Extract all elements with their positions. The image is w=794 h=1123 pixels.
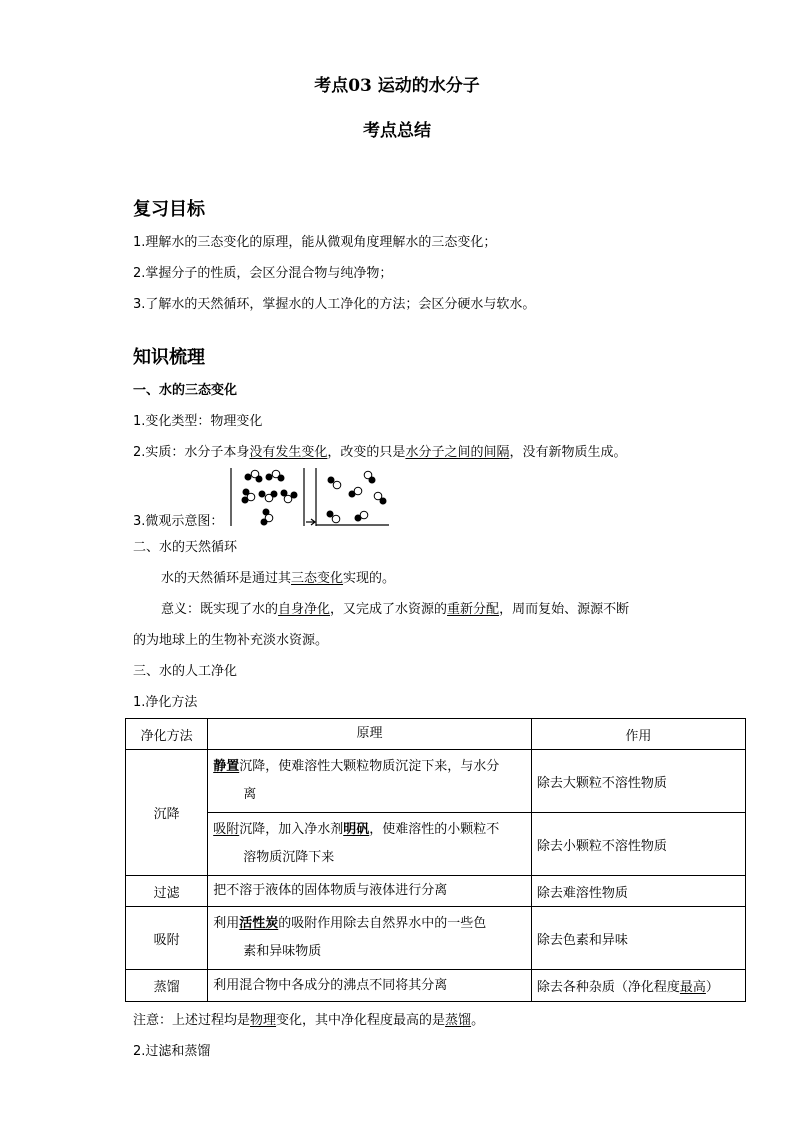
review-item-1: 1.理解水的三态变化的原理，能从微观角度理解水的三态变化； bbox=[133, 235, 497, 250]
purification-table bbox=[125, 718, 746, 1002]
effect-filter: 除去难溶性物质 bbox=[531, 876, 745, 907]
principle-adsorb bbox=[208, 907, 532, 970]
review-heading: 复习目标 bbox=[133, 199, 205, 220]
diagram-label: 3.微观示意图： bbox=[133, 514, 224, 529]
page-title: 考点03 运动的水分子 bbox=[314, 76, 480, 96]
note-underline-1: 物理 bbox=[250, 1013, 277, 1028]
note-text-e: 。 bbox=[471, 1013, 485, 1028]
cycle-line-1 bbox=[161, 570, 395, 588]
method-sediment: 沉降 bbox=[126, 750, 208, 876]
note-underline-2: 蒸馏 bbox=[445, 1013, 472, 1028]
header-principle: 原理 bbox=[208, 719, 532, 750]
table-row bbox=[126, 876, 746, 907]
principle-carbon-text-c: 的吸附作用除去自然界水中的一些色 bbox=[278, 916, 487, 931]
table-header-row bbox=[126, 719, 746, 750]
meaning-underline-2: 重新分配 bbox=[447, 602, 500, 617]
principle-carbon-text-d: 素和异味物质 bbox=[243, 944, 322, 959]
section-3-title: 三、水的人工净化 bbox=[133, 664, 238, 679]
note-text-a: 注意：上述过程均是 bbox=[133, 1013, 251, 1028]
effect-distill-keyword: 最高 bbox=[679, 980, 706, 995]
header-method: 净化方法 bbox=[126, 719, 208, 750]
method-distill: 蒸馏 bbox=[126, 970, 208, 1002]
principle-static-sediment bbox=[208, 750, 532, 813]
principle-carbon-text-a: 利用 bbox=[213, 916, 240, 931]
table-row bbox=[126, 970, 746, 1002]
table-row bbox=[126, 750, 746, 813]
method-adsorb: 吸附 bbox=[126, 907, 208, 970]
note-line bbox=[133, 1012, 484, 1030]
table-row bbox=[126, 907, 746, 970]
essence-line bbox=[133, 444, 626, 462]
essence-underline-1: 没有发生变化 bbox=[249, 445, 328, 460]
review-item-3: 3.了解水的天然循环，掌握水的人工净化的方法；会区分硬水与软水。 bbox=[133, 297, 536, 312]
cycle-text-c: 实现的。 bbox=[343, 571, 396, 586]
principle-adsorb-text-2: ，使难溶性的小颗粒不 bbox=[369, 822, 500, 837]
essence-text-a: 2.实质：水分子本身 bbox=[133, 445, 250, 460]
section-2-title: 二、水的天然循环 bbox=[133, 540, 238, 555]
meaning-text-e: ，周而复始、源源不断 bbox=[499, 602, 630, 617]
meaning-underline-1: 自身净化 bbox=[278, 602, 331, 617]
principle-alum-keyword: 明矾 bbox=[343, 822, 370, 837]
effect-distill bbox=[531, 970, 745, 1002]
method-filter: 过滤 bbox=[126, 876, 208, 907]
knowledge-heading: 知识梳理 bbox=[133, 347, 205, 368]
cycle-underline: 三态变化 bbox=[291, 571, 344, 586]
molecule-diagram bbox=[226, 466, 394, 528]
principle-static-keyword: 静置 bbox=[213, 759, 240, 774]
principle-distill: 利用混合物中各成分的沸点不同将其分离 bbox=[208, 970, 532, 1002]
change-type-value: 物理变化 bbox=[210, 414, 263, 429]
principle-adsorb-keyword: 吸附 bbox=[213, 822, 240, 837]
purify-methods-subtitle: 1.净化方法 bbox=[133, 695, 198, 710]
note-text-c: 变化，其中净化程度最高的是 bbox=[276, 1013, 446, 1028]
principle-static-text: 沉降，使难溶性大颗粒物质沉淀下来，与水分 bbox=[239, 759, 500, 774]
principle-adsorb-sediment bbox=[208, 813, 532, 876]
effect-adsorb-sediment: 除去小颗粒不溶性物质 bbox=[531, 813, 745, 876]
effect-distill-text-a: 除去各种杂质（净化程度 bbox=[536, 980, 680, 995]
essence-underline-2: 水分子之间的间隔 bbox=[405, 445, 510, 460]
meaning-line bbox=[161, 601, 629, 619]
meaning-text-a: 意义：既实现了水的 bbox=[161, 602, 279, 617]
principle-adsorb-text-3: 溶物质沉降下来 bbox=[243, 850, 335, 865]
principle-carbon-keyword: 活性炭 bbox=[239, 916, 279, 931]
change-type-prefix: 1.变化类型： bbox=[133, 414, 211, 429]
effect-static-sediment: 除去大颗粒不溶性物质 bbox=[531, 750, 745, 813]
effect-distill-text-c: ） bbox=[705, 980, 719, 995]
page-subtitle: 考点总结 bbox=[363, 121, 431, 141]
section-1-title: 一、水的三态变化 bbox=[133, 383, 238, 398]
meaning-text-c: ，又完成了水资源的 bbox=[330, 602, 448, 617]
cycle-text-a: 水的天然循环是通过其 bbox=[161, 571, 292, 586]
essence-text-e: ，没有新物质生成。 bbox=[509, 445, 627, 460]
meaning-line-2: 的为地球上的生物补充淡水资源。 bbox=[133, 633, 329, 648]
table-row bbox=[126, 813, 746, 876]
principle-adsorb-text: 沉降，加入净水剂 bbox=[239, 822, 344, 837]
filter-distill-subtitle: 2.过滤和蒸馏 bbox=[133, 1044, 211, 1059]
change-type-line bbox=[133, 413, 262, 431]
review-item-2: 2.掌握分子的性质，会区分混合物与纯净物； bbox=[133, 266, 393, 281]
essence-text-c: ，改变的只是 bbox=[327, 445, 406, 460]
header-effect: 作用 bbox=[531, 719, 745, 750]
effect-adsorb: 除去色素和异味 bbox=[531, 907, 745, 970]
principle-filter: 把不溶于液体的固体物质与液体进行分离 bbox=[208, 876, 532, 907]
principle-static-text-2: 离 bbox=[243, 787, 257, 802]
